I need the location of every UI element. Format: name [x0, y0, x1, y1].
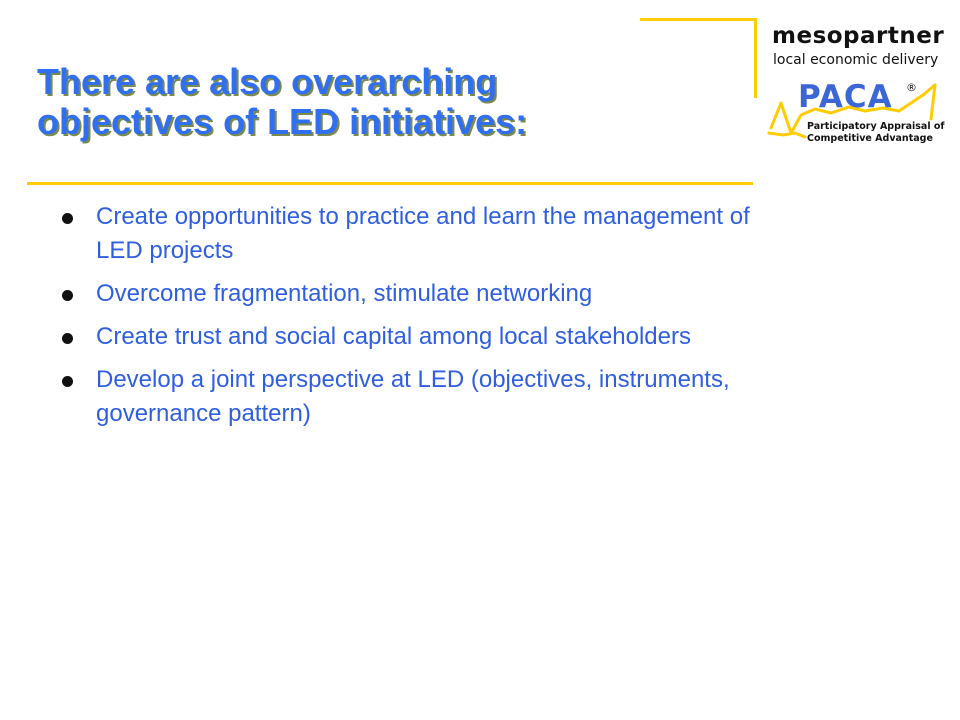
bullet-item [55, 363, 775, 431]
bullet-text: Overcome fragmentation, stimulate networking [96, 280, 593, 307]
logo-bracket-top [640, 18, 757, 21]
logo-name: mesopartner [772, 23, 945, 49]
title-line-1: There are also overarching [37, 61, 498, 102]
logo-tagline: local economic delivery [773, 52, 939, 68]
bullet-dot-icon [62, 213, 73, 224]
paca-subtitle-line-1: Participatory Appraisal of [807, 121, 945, 132]
bullet-text: Create trust and social capital among local stakeholders [96, 323, 691, 350]
title-divider [27, 182, 753, 185]
bullet-dot-icon [62, 333, 73, 344]
paca-subtitle-line-2: Competitive Advantage [807, 133, 933, 144]
paca-subtitle [807, 121, 945, 145]
bullet-text: Create opportunities to practice and learn the management of LED projects [96, 203, 750, 264]
bullet-dot-icon [62, 290, 73, 301]
bullet-item [55, 200, 775, 268]
bullet-item [55, 277, 775, 311]
bullet-dot-icon [62, 376, 73, 387]
mesopartner-paca-logo [640, 15, 955, 165]
logo-bracket-side [754, 18, 757, 98]
slide-title [37, 62, 677, 142]
bullet-item [55, 320, 775, 354]
paca-wordmark: PACA [798, 79, 893, 115]
bullet-text: Develop a joint perspective at LED (objectives, instruments, governance pattern) [96, 366, 730, 427]
registered-mark: ® [906, 81, 917, 94]
bullet-list [55, 200, 775, 440]
title-line-2: objectives of LED initiatives: [37, 101, 528, 142]
